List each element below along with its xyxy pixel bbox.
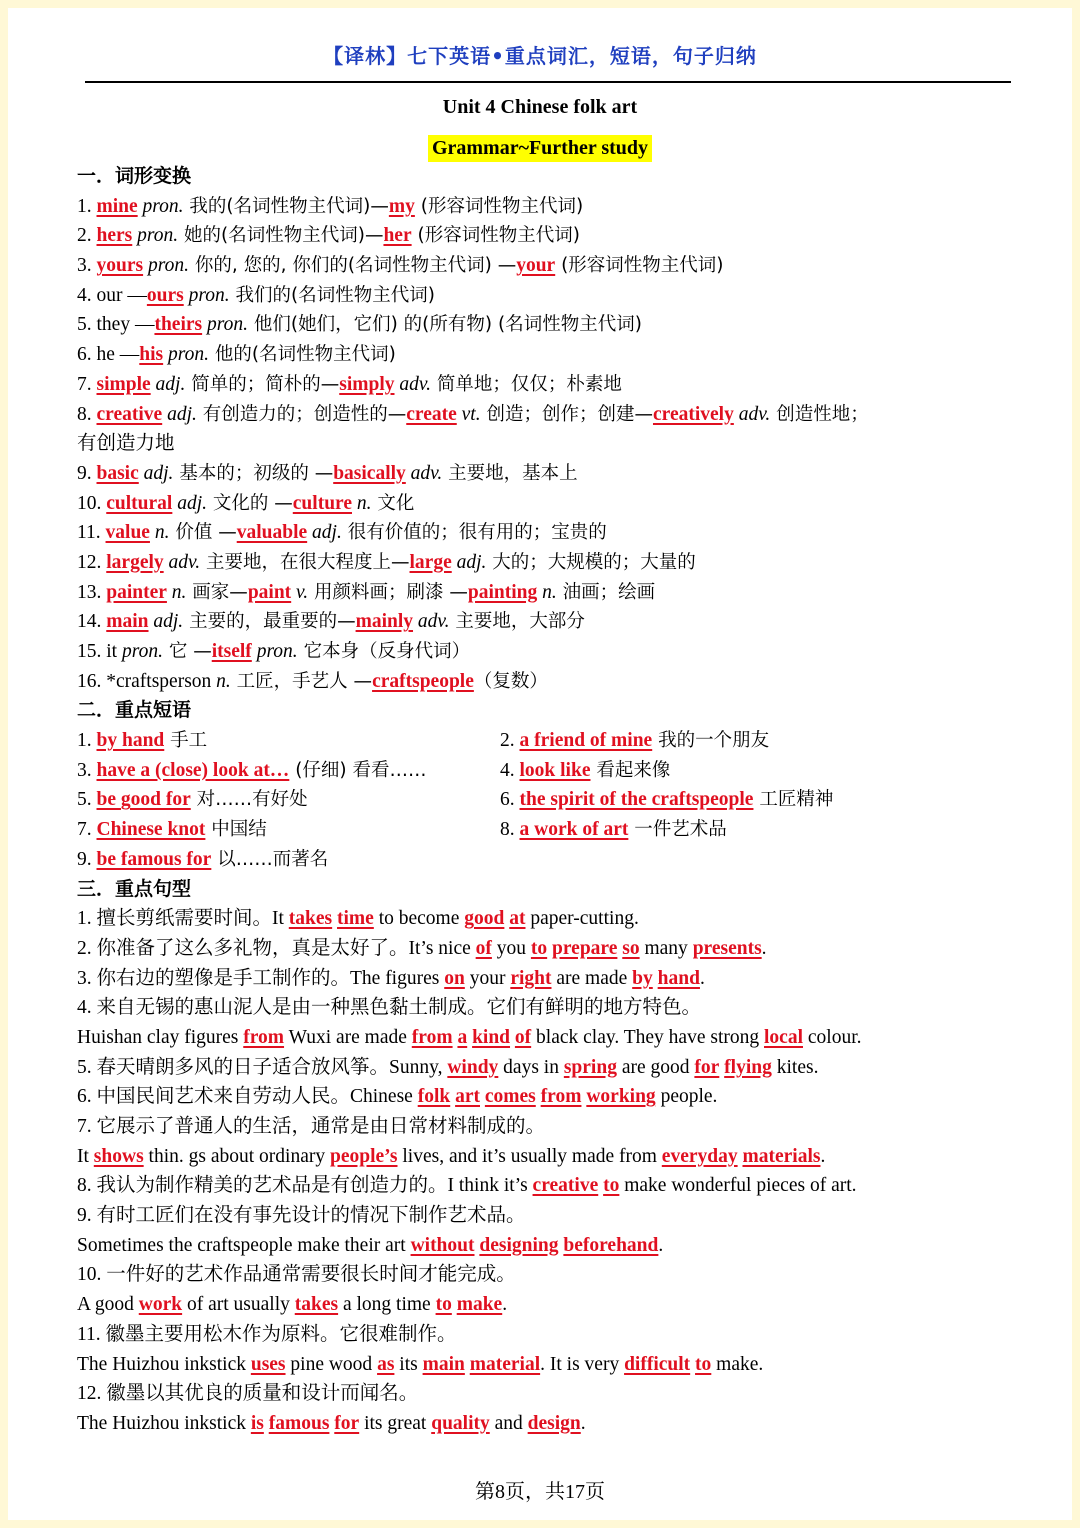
chinese-gloss: (形容词性物主代词) xyxy=(411,225,580,247)
sentence-text: 6. 中国民间艺术来自劳动人民。Chinese xyxy=(77,1086,418,1108)
part-of-speech: adj. xyxy=(162,403,197,425)
sentence-text: you xyxy=(491,937,531,959)
answer-word: for xyxy=(334,1412,360,1434)
answer-word: create xyxy=(406,403,457,425)
chinese-gloss: 一件艺术品 xyxy=(628,819,727,841)
answer-word: is xyxy=(250,1412,264,1434)
item-number: 14. xyxy=(77,611,107,633)
sentence-text: Sometimes the craftspeople make their art xyxy=(77,1234,411,1256)
chinese-gloss: 主要地，基本上 xyxy=(442,462,578,484)
sentence-line xyxy=(77,1142,1007,1172)
vocab-item xyxy=(77,310,1007,340)
chinese-gloss: 主要的，最重要的— xyxy=(183,611,356,633)
item-number: 有创造力地 xyxy=(77,433,175,455)
sentence-list xyxy=(77,904,1007,1438)
item-number: 6. he — xyxy=(77,344,140,366)
chinese-gloss: 大的；大规模的；大量的 xyxy=(486,551,696,573)
part-of-speech: n. xyxy=(537,581,557,603)
sentence-text: paper-cutting. xyxy=(525,908,639,930)
answer-word: creative xyxy=(532,1175,599,1197)
answer-word: quality xyxy=(431,1412,490,1434)
answer-word: art xyxy=(455,1086,480,1108)
chinese-gloss: 用颜料画；刷漆 — xyxy=(308,581,468,603)
item-number: 8. xyxy=(77,403,97,425)
answer-word: creative xyxy=(96,403,163,425)
answer-word: windy xyxy=(447,1056,499,1078)
part-of-speech: adj. xyxy=(150,373,186,395)
item-number: 9. xyxy=(77,848,97,870)
vocab-item xyxy=(77,459,1007,489)
item-number: 13. xyxy=(77,581,107,603)
part-of-speech: adv. xyxy=(394,373,431,395)
chinese-gloss: 它 — xyxy=(162,641,212,662)
section-heading-sentences: 三．重点句型 xyxy=(77,877,192,900)
sentence-text: . xyxy=(658,1234,664,1256)
part-of-speech: pron. xyxy=(137,195,184,217)
part-of-speech: n. xyxy=(149,522,170,544)
answer-word: paint xyxy=(247,581,292,603)
sentence-text: The Huizhou inkstick xyxy=(77,1353,251,1375)
answer-word: flying xyxy=(724,1056,772,1078)
chinese-gloss: 我的(名词性物主代词)— xyxy=(183,195,389,217)
sentence-text: 5. 春天晴朗多风的日子适合放风筝。Sunny, xyxy=(77,1056,448,1078)
chinese-gloss: (形容词性物主代词) xyxy=(414,195,584,217)
item-number: 9. xyxy=(77,462,97,484)
part-of-speech: adv. xyxy=(405,462,443,484)
item-number: 4. xyxy=(500,759,520,781)
answer-word: difficult xyxy=(624,1353,691,1375)
part-of-speech: adv. xyxy=(413,611,450,633)
vocab-item xyxy=(77,548,1007,578)
vocab-item xyxy=(77,221,1007,251)
sentence-line xyxy=(77,934,1007,964)
part-of-speech: vt. xyxy=(456,403,481,425)
answer-word: cultural xyxy=(106,492,173,514)
vocab-item xyxy=(77,607,1007,637)
chinese-gloss: 她的(名词性物主代词)— xyxy=(178,225,384,247)
phrase-row xyxy=(77,815,1007,845)
sentence-text: 1. 擅长剪纸需要时间。It xyxy=(77,908,289,930)
sentence-text: of art usually xyxy=(182,1294,295,1316)
document-header: 【译林】七下英语•重点词汇，短语，句子归纳 xyxy=(323,44,757,68)
chinese-gloss: 基本的；初级的 — xyxy=(173,462,334,484)
item-number: 5. xyxy=(77,789,97,811)
answer-word: time xyxy=(337,908,374,930)
answer-word: work xyxy=(138,1294,183,1316)
answer-word: as xyxy=(377,1353,395,1375)
phrase-item xyxy=(500,785,923,815)
part-of-speech: n. xyxy=(352,492,372,514)
chinese-gloss: 创造性地； xyxy=(770,403,869,425)
item-number: 2. xyxy=(77,225,97,247)
sentence-text: . xyxy=(580,1412,586,1434)
vocab-item xyxy=(77,400,1007,430)
unit-title: Unit 4 Chinese folk art xyxy=(442,96,638,118)
chinese-gloss: 我的一个朋友 xyxy=(652,730,770,752)
phrase-row xyxy=(77,726,1007,756)
answer-phrase: be good for xyxy=(96,789,191,811)
sentence-line xyxy=(77,1231,1007,1261)
sentence-text: Wuxi are made xyxy=(284,1026,412,1048)
answer-word: largely xyxy=(106,551,164,573)
part-of-speech: pron. xyxy=(132,225,179,247)
item-number: 11. xyxy=(77,522,106,544)
sentence-text: 4. 来自无锡的惠山泥人是由一种黑色黏土制成。它们有鲜明的地方特色。 xyxy=(77,997,702,1019)
answer-word: simple xyxy=(96,373,151,395)
chinese-gloss: 简单地；仅仅；朴素地 xyxy=(430,373,622,395)
vocab-item xyxy=(77,370,1007,400)
chinese-gloss: 有创造力的；创造性的— xyxy=(196,403,407,425)
sentence-line xyxy=(77,1260,1007,1290)
section-heading-vocab: 一．词形变换 xyxy=(77,165,192,187)
answer-word: painter xyxy=(106,581,167,603)
sentence-text: 2. 你准备了这么多礼物，真是太好了。It’s nice xyxy=(77,937,476,959)
sentence-text: to become xyxy=(373,908,465,930)
part-of-speech: adv. xyxy=(163,551,201,573)
phrase-row xyxy=(77,756,1007,786)
sentence-text: colour. xyxy=(803,1026,862,1048)
answer-phrase: Chinese knot xyxy=(96,819,206,841)
answer-word: value xyxy=(105,522,150,544)
answer-phrase: have a (close) look at… xyxy=(96,759,290,781)
answer-word: simply xyxy=(339,373,395,395)
sentence-line xyxy=(77,1023,1007,1053)
answer-word: of xyxy=(514,1026,532,1048)
part-of-speech: n. xyxy=(166,581,187,603)
header-divider xyxy=(85,81,1011,83)
chinese-gloss: 对……有好处 xyxy=(190,789,308,811)
answer-phrase: the spirit of the craftspeople xyxy=(519,789,754,811)
sentence-line xyxy=(77,1171,1007,1201)
answer-word: kind xyxy=(472,1026,511,1048)
chinese-gloss: 油画；绘画 xyxy=(556,581,656,603)
sentence-line xyxy=(77,993,1007,1023)
chinese-gloss: 很有价值的；很有用的；宝贵的 xyxy=(341,522,607,544)
content-body xyxy=(77,162,1007,1439)
phrase-item xyxy=(500,756,923,786)
answer-word: make xyxy=(456,1294,503,1316)
sentence-text: days in xyxy=(498,1056,564,1078)
vocab-item xyxy=(77,281,1007,311)
answer-word: at xyxy=(509,908,526,930)
item-number: 15. it xyxy=(77,641,118,662)
part-of-speech: n. xyxy=(211,670,231,692)
answer-word: takes xyxy=(288,908,333,930)
phrase-item xyxy=(77,815,500,845)
phrase-item xyxy=(500,815,923,845)
sentence-text: make wonderful pieces of art. xyxy=(619,1175,857,1197)
answer-word: from xyxy=(411,1026,453,1048)
vocab-item xyxy=(77,340,1007,370)
sentence-text: 11. 徽墨主要用松木作为原料。它很难制作。 xyxy=(77,1323,457,1345)
sentence-text: 9. 有时工匠们在没有事先设计的情况下制作艺术品。 xyxy=(77,1205,526,1227)
answer-word: itself xyxy=(211,641,252,662)
answer-word: mainly xyxy=(355,611,414,633)
answer-word: prepare xyxy=(552,937,618,959)
chinese-gloss: 文化 xyxy=(371,492,415,514)
sentence-text: The Huizhou inkstick xyxy=(77,1412,251,1434)
answer-word: mine xyxy=(96,195,138,217)
sentence-text: its great xyxy=(359,1412,432,1434)
answer-phrase: look like xyxy=(519,759,591,781)
answer-word: large xyxy=(409,551,452,573)
answer-phrase: by hand xyxy=(96,730,165,752)
chinese-gloss: 它本身（反身代词） xyxy=(297,641,471,662)
chinese-gloss: （复数） xyxy=(473,670,548,692)
sentence-text: black clay. They have strong xyxy=(531,1026,764,1048)
answer-word: my xyxy=(388,195,415,217)
sentence-text: It xyxy=(77,1145,94,1167)
sentence-text: are good xyxy=(616,1056,695,1078)
item-number: 4. our — xyxy=(77,284,147,306)
chinese-gloss: 他的(名词性物主代词) xyxy=(209,344,396,366)
sentence-text: lives, and it’s usually made from xyxy=(397,1145,662,1167)
sentence-text: a long time xyxy=(338,1294,436,1316)
sentence-text: 10. 一件好的艺术作品通常需要很长时间才能完成。 xyxy=(77,1264,516,1286)
sentence-text: many xyxy=(639,937,693,959)
answer-word: your xyxy=(516,255,556,277)
chinese-gloss: 中国结 xyxy=(205,819,267,841)
sentence-text: 12. 徽墨以其优良的质量和设计而闻名。 xyxy=(77,1383,419,1405)
part-of-speech: pron. xyxy=(183,284,230,306)
item-number: 5. they — xyxy=(77,314,155,336)
vocab-item xyxy=(77,192,1007,222)
sentence-text: A good xyxy=(77,1294,139,1316)
page-number: 第8页，共17页 xyxy=(475,1481,605,1503)
chinese-gloss: 他们(她们，它们) 的(所有物) (名词性物主代词) xyxy=(247,314,642,336)
answer-word: people’s xyxy=(329,1145,398,1167)
answer-word: without xyxy=(410,1234,475,1256)
answer-word: from xyxy=(540,1086,582,1108)
phrase-list xyxy=(77,726,1007,874)
answer-word: basically xyxy=(333,462,406,484)
answer-word: material xyxy=(469,1353,541,1375)
part-of-speech: adj. xyxy=(148,611,184,633)
phrase-item xyxy=(77,726,500,756)
sentence-text: make. xyxy=(711,1353,764,1375)
answer-word: comes xyxy=(484,1086,536,1108)
answer-word: shows xyxy=(93,1145,144,1167)
sentence-text: Huishan clay figures xyxy=(77,1026,244,1048)
answer-word: painting xyxy=(467,581,538,603)
chinese-gloss: 价值 — xyxy=(169,522,237,544)
chinese-gloss: (仔细) 看看…… xyxy=(289,759,427,781)
answer-word: to xyxy=(695,1353,712,1375)
answer-word: spring xyxy=(563,1056,617,1078)
vocab-item xyxy=(77,429,1007,459)
vocab-item xyxy=(77,251,1007,281)
item-number: 3. xyxy=(77,255,97,277)
item-number: 12. xyxy=(77,551,107,573)
sentence-line xyxy=(77,1082,1007,1112)
answer-word: culture xyxy=(292,492,352,514)
sentence-text: 3. 你右边的塑像是手工制作的。The figures xyxy=(77,967,445,989)
part-of-speech: adj. xyxy=(138,462,174,484)
sentence-text: your xyxy=(464,967,511,989)
part-of-speech: pron. xyxy=(251,641,298,662)
answer-word: main xyxy=(106,611,149,633)
answer-word: craftspeople xyxy=(372,670,474,692)
vocab-item xyxy=(77,667,1007,697)
vocab-item xyxy=(77,518,1007,548)
phrase-item xyxy=(77,845,500,875)
answer-word: of xyxy=(475,937,492,959)
answer-word: uses xyxy=(250,1353,286,1375)
answer-word: design xyxy=(527,1412,581,1434)
vocab-item xyxy=(77,578,1007,608)
sentence-line xyxy=(77,1053,1007,1083)
phrase-item xyxy=(500,845,923,875)
answer-word: so xyxy=(622,937,640,959)
chinese-gloss: 你的, 您的, 你们的(名词性物主代词) — xyxy=(188,255,517,277)
item-number: 10. xyxy=(77,492,107,514)
phrase-item xyxy=(500,726,923,756)
sentence-line xyxy=(77,1379,1007,1409)
chinese-gloss: 看起来像 xyxy=(590,759,671,781)
part-of-speech: pron. xyxy=(143,255,189,277)
answer-word: materials xyxy=(742,1145,821,1167)
part-of-speech: pron. xyxy=(117,641,163,662)
phrase-item xyxy=(77,785,500,815)
vocab-item xyxy=(77,489,1007,519)
answer-phrase: a friend of mine xyxy=(519,730,653,752)
answer-word: folk xyxy=(417,1086,451,1108)
answer-word: valuable xyxy=(236,522,308,544)
sentence-text: and xyxy=(489,1412,528,1434)
answer-word: local xyxy=(764,1026,803,1048)
chinese-gloss: 简单的；简朴的— xyxy=(185,373,340,395)
part-of-speech: adv. xyxy=(733,403,771,425)
sentence-text: kites. xyxy=(771,1056,819,1078)
answer-word: theirs xyxy=(154,314,203,336)
answer-word: everyday xyxy=(661,1145,738,1167)
item-number: 6. xyxy=(500,789,520,811)
answer-word: his xyxy=(139,344,164,366)
answer-word: to xyxy=(603,1175,620,1197)
answer-word: her xyxy=(383,225,412,247)
sentence-line xyxy=(77,1320,1007,1350)
chinese-gloss: 创造；创作；创建— xyxy=(480,403,653,425)
answer-word: on xyxy=(444,967,465,989)
sentence-text: are made xyxy=(551,967,633,989)
sentence-text: its xyxy=(394,1353,423,1375)
part-of-speech: v. xyxy=(291,581,309,603)
item-number: 16. *craftsperson xyxy=(77,670,212,692)
answer-word: main xyxy=(422,1353,465,1375)
answer-phrase: a work of art xyxy=(519,819,629,841)
chinese-gloss: 画家— xyxy=(186,581,248,603)
answer-word: presents xyxy=(692,937,762,959)
sentence-line xyxy=(77,964,1007,994)
item-number: 7. xyxy=(77,373,97,395)
sentence-line xyxy=(77,904,1007,934)
answer-word: working xyxy=(586,1086,656,1108)
answer-word: from xyxy=(243,1026,285,1048)
part-of-speech: adj. xyxy=(172,492,208,514)
answer-word: good xyxy=(464,908,505,930)
item-number: 1. xyxy=(77,195,97,217)
section-heading-phrases: 二．重点短语 xyxy=(77,699,192,722)
answer-word: takes xyxy=(294,1294,339,1316)
answer-word: ours xyxy=(146,284,184,306)
part-of-speech: pron. xyxy=(163,344,210,366)
chinese-gloss: 以……而著名 xyxy=(211,848,329,870)
sentence-line xyxy=(77,1112,1007,1142)
sentence-line xyxy=(77,1290,1007,1320)
part-of-speech: pron. xyxy=(202,314,248,336)
sentence-text: thin. gs about ordinary xyxy=(143,1145,330,1167)
phrase-row xyxy=(77,785,1007,815)
sentence-line xyxy=(77,1350,1007,1380)
sentence-text: 7. 它展示了普通人的生活，通常是由日常材料制成的。 xyxy=(77,1116,546,1137)
item-number: 3. xyxy=(77,759,97,781)
answer-word: to xyxy=(435,1294,452,1316)
answer-word: hand xyxy=(657,967,700,989)
chinese-gloss: 工匠，手艺人 — xyxy=(230,670,373,692)
chinese-gloss: 我们的(名词性物主代词) xyxy=(229,284,435,306)
answer-word: creatively xyxy=(652,403,734,425)
part-of-speech: adj. xyxy=(451,551,487,573)
chinese-gloss: 手工 xyxy=(164,730,208,752)
phrase-row xyxy=(77,845,1007,875)
item-number: 1. xyxy=(77,730,97,752)
vocab-list xyxy=(77,192,1007,697)
answer-word: hers xyxy=(96,225,133,247)
item-number: 7. xyxy=(77,819,97,841)
item-number: 2. xyxy=(500,730,520,752)
answer-word: to xyxy=(530,937,548,959)
answer-word: designing xyxy=(479,1234,559,1256)
answer-word: by xyxy=(632,967,653,989)
answer-word: famous xyxy=(268,1412,330,1434)
sentence-text: pine wood xyxy=(285,1353,378,1375)
section-subtitle: Grammar~Further study xyxy=(428,135,652,162)
chinese-gloss: (形容词性物主代词) xyxy=(555,255,724,277)
phrase-item xyxy=(77,756,500,786)
answer-word: a xyxy=(457,1026,468,1048)
sentence-text: people. xyxy=(655,1086,718,1108)
answer-word: basic xyxy=(96,462,139,484)
sentence-text: . xyxy=(699,967,705,989)
sentence-text: . xyxy=(761,937,767,959)
chinese-gloss: 主要地，在很大程度上— xyxy=(200,551,410,573)
answer-word: right xyxy=(510,967,552,989)
part-of-speech: adj. xyxy=(307,522,342,544)
sentence-text: . xyxy=(502,1294,508,1316)
vocab-item xyxy=(77,637,1007,667)
sentence-line xyxy=(77,1201,1007,1231)
answer-word: yours xyxy=(96,255,144,277)
sentence-line xyxy=(77,1409,1007,1439)
chinese-gloss: 主要地，大部分 xyxy=(449,611,585,633)
answer-word: beforehand xyxy=(563,1234,659,1256)
answer-phrase: be famous for xyxy=(96,848,212,870)
chinese-gloss: 文化的 — xyxy=(207,492,293,514)
answer-word: for xyxy=(694,1056,720,1078)
sentence-text: 8. 我认为制作精美的艺术品是有创造力的。I think it’s xyxy=(77,1175,533,1197)
sentence-text: . xyxy=(820,1145,826,1167)
sentence-text: . It is very xyxy=(540,1353,625,1375)
chinese-gloss: 工匠精神 xyxy=(753,789,834,811)
item-number: 8. xyxy=(500,819,520,841)
